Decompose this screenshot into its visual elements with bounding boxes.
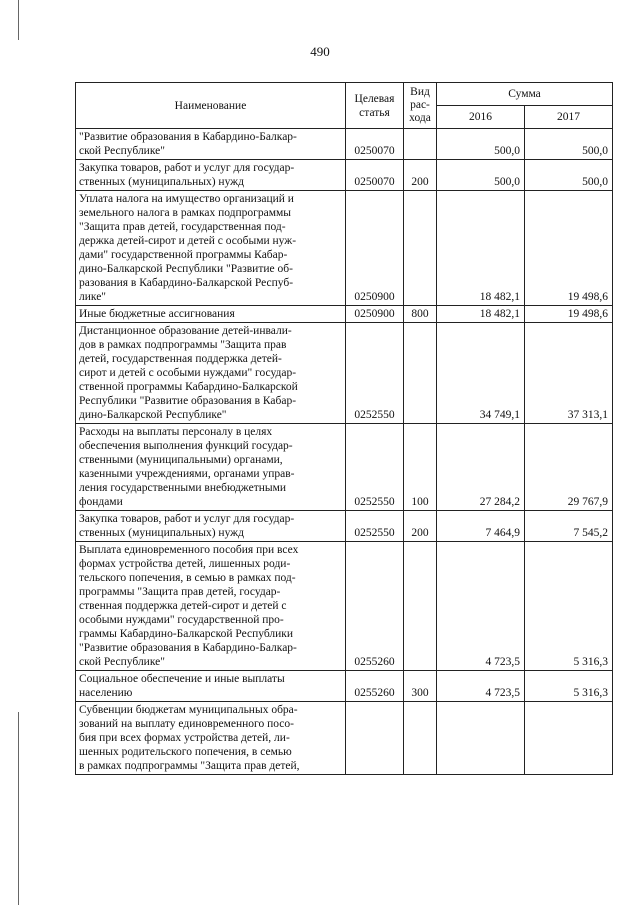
header-name: Наименование xyxy=(76,83,346,129)
header-year-2017: 2017 xyxy=(525,106,613,129)
row-expense-type: 800 xyxy=(404,306,437,323)
row-target-article: 0250070 xyxy=(346,160,404,191)
row-expense-type: 200 xyxy=(404,511,437,542)
row-sum-2017: 29 767,9 xyxy=(525,424,613,511)
row-sum-2016: 7 464,9 xyxy=(437,511,525,542)
row-expense-type xyxy=(404,702,437,775)
row-target-article xyxy=(346,702,404,775)
scan-edge-line-top xyxy=(18,0,19,40)
table-row xyxy=(76,702,613,775)
row-sum-2017: 500,0 xyxy=(525,160,613,191)
table-row xyxy=(76,306,613,323)
row-target-article: 0250070 xyxy=(346,129,404,160)
row-sum-2016 xyxy=(437,702,525,775)
row-sum-2017: 7 545,2 xyxy=(525,511,613,542)
row-expense-type xyxy=(404,323,437,424)
row-name: Уплата налога на имущество организаций и земельного налога в рамках подпрограммы "Защита прав детей, государственная под- держка детей-сирот и детей с особыми нуж- дами" государственной программы Кабар- дино-Балкарской Республики "Развитие об- разования в Кабардино-Балкарской Респуб- лике" xyxy=(76,191,346,306)
table-row xyxy=(76,160,613,191)
row-name: Выплата единовременного пособия при всех формах устройства детей, лишенных роди- тельского попечения, в семью в рамках под- программы "Защита прав детей, государ- ственная поддержка детей-сирот и детей с особыми нуждами" государственной про- граммы Кабардино-Балкарской Республики "Развитие образования в Кабардино-Балкар- ской Республике" xyxy=(76,542,346,671)
row-target-article: 0250900 xyxy=(346,306,404,323)
row-name: Расходы на выплаты персоналу в целях обеспечения выполнения функций государ- ственными (муниципальными) органами, казенными учреждениями, органами управ- ления государственными внебюджетными фондами xyxy=(76,424,346,511)
row-name: Закупка товаров, работ и услуг для государ- ственных (муниципальных) нужд xyxy=(76,160,346,191)
table-row xyxy=(76,424,613,511)
row-expense-type xyxy=(404,191,437,306)
row-sum-2016: 18 482,1 xyxy=(437,306,525,323)
row-target-article: 0255260 xyxy=(346,671,404,702)
row-sum-2016: 18 482,1 xyxy=(437,191,525,306)
row-sum-2017: 19 498,6 xyxy=(525,191,613,306)
row-sum-2016: 4 723,5 xyxy=(437,542,525,671)
row-name: Закупка товаров, работ и услуг для государ- ственных (муниципальных) нужд xyxy=(76,511,346,542)
table-row xyxy=(76,511,613,542)
scan-edge-line-bottom xyxy=(18,712,19,905)
row-sum-2017: 5 316,3 xyxy=(525,542,613,671)
row-sum-2016: 34 749,1 xyxy=(437,323,525,424)
table-row xyxy=(76,191,613,306)
row-expense-type: 300 xyxy=(404,671,437,702)
row-sum-2016: 4 723,5 xyxy=(437,671,525,702)
table-row xyxy=(76,129,613,160)
row-target-article: 0252550 xyxy=(346,424,404,511)
header-row xyxy=(76,83,613,106)
row-sum-2017: 5 316,3 xyxy=(525,671,613,702)
row-target-article: 0252550 xyxy=(346,323,404,424)
row-sum-2017: 37 313,1 xyxy=(525,323,613,424)
row-sum-2016: 500,0 xyxy=(437,129,525,160)
row-target-article: 0250900 xyxy=(346,191,404,306)
table-row xyxy=(76,542,613,671)
header-sum: Сумма xyxy=(437,83,613,106)
row-expense-type: 200 xyxy=(404,160,437,191)
row-sum-2017: 19 498,6 xyxy=(525,306,613,323)
row-name: Дистанционное образование детей-инвали- дов в рамках подпрограммы "Защита прав детей, государственная поддержка детей- сирот и детей с особыми нуждами" государ- ственной программы Кабардино-Балкарской Республики "Развитие образования в Кабар- дино-Балкарской Республике" xyxy=(76,323,346,424)
header-expense-type: Вид рас- хода xyxy=(404,83,437,129)
page-number: 490 xyxy=(310,44,330,59)
row-sum-2017 xyxy=(525,702,613,775)
row-name: Субвенции бюджетам муниципальных обра- зований на выплату единовременного посо- бия при всех формах устройства детей, ли- шенных родительского попечения, в семью в рамках подпрограммы "Защита прав детей, xyxy=(76,702,346,775)
header-year-2016: 2016 xyxy=(437,106,525,129)
row-target-article: 0255260 xyxy=(346,542,404,671)
table-row xyxy=(76,323,613,424)
row-expense-type xyxy=(404,542,437,671)
row-expense-type: 100 xyxy=(404,424,437,511)
header-target-article: Целевая статья xyxy=(346,83,404,129)
row-sum-2016: 27 284,2 xyxy=(437,424,525,511)
table-body xyxy=(76,129,613,775)
row-expense-type xyxy=(404,129,437,160)
row-name: "Развитие образования в Кабардино-Балкар- ской Республике" xyxy=(76,129,346,160)
row-sum-2017: 500,0 xyxy=(525,129,613,160)
row-sum-2016: 500,0 xyxy=(437,160,525,191)
budget-table xyxy=(75,82,613,775)
row-target-article: 0252550 xyxy=(346,511,404,542)
table-row xyxy=(76,671,613,702)
row-name: Иные бюджетные ассигнования xyxy=(76,306,346,323)
row-name: Социальное обеспечение и иные выплаты населению xyxy=(76,671,346,702)
